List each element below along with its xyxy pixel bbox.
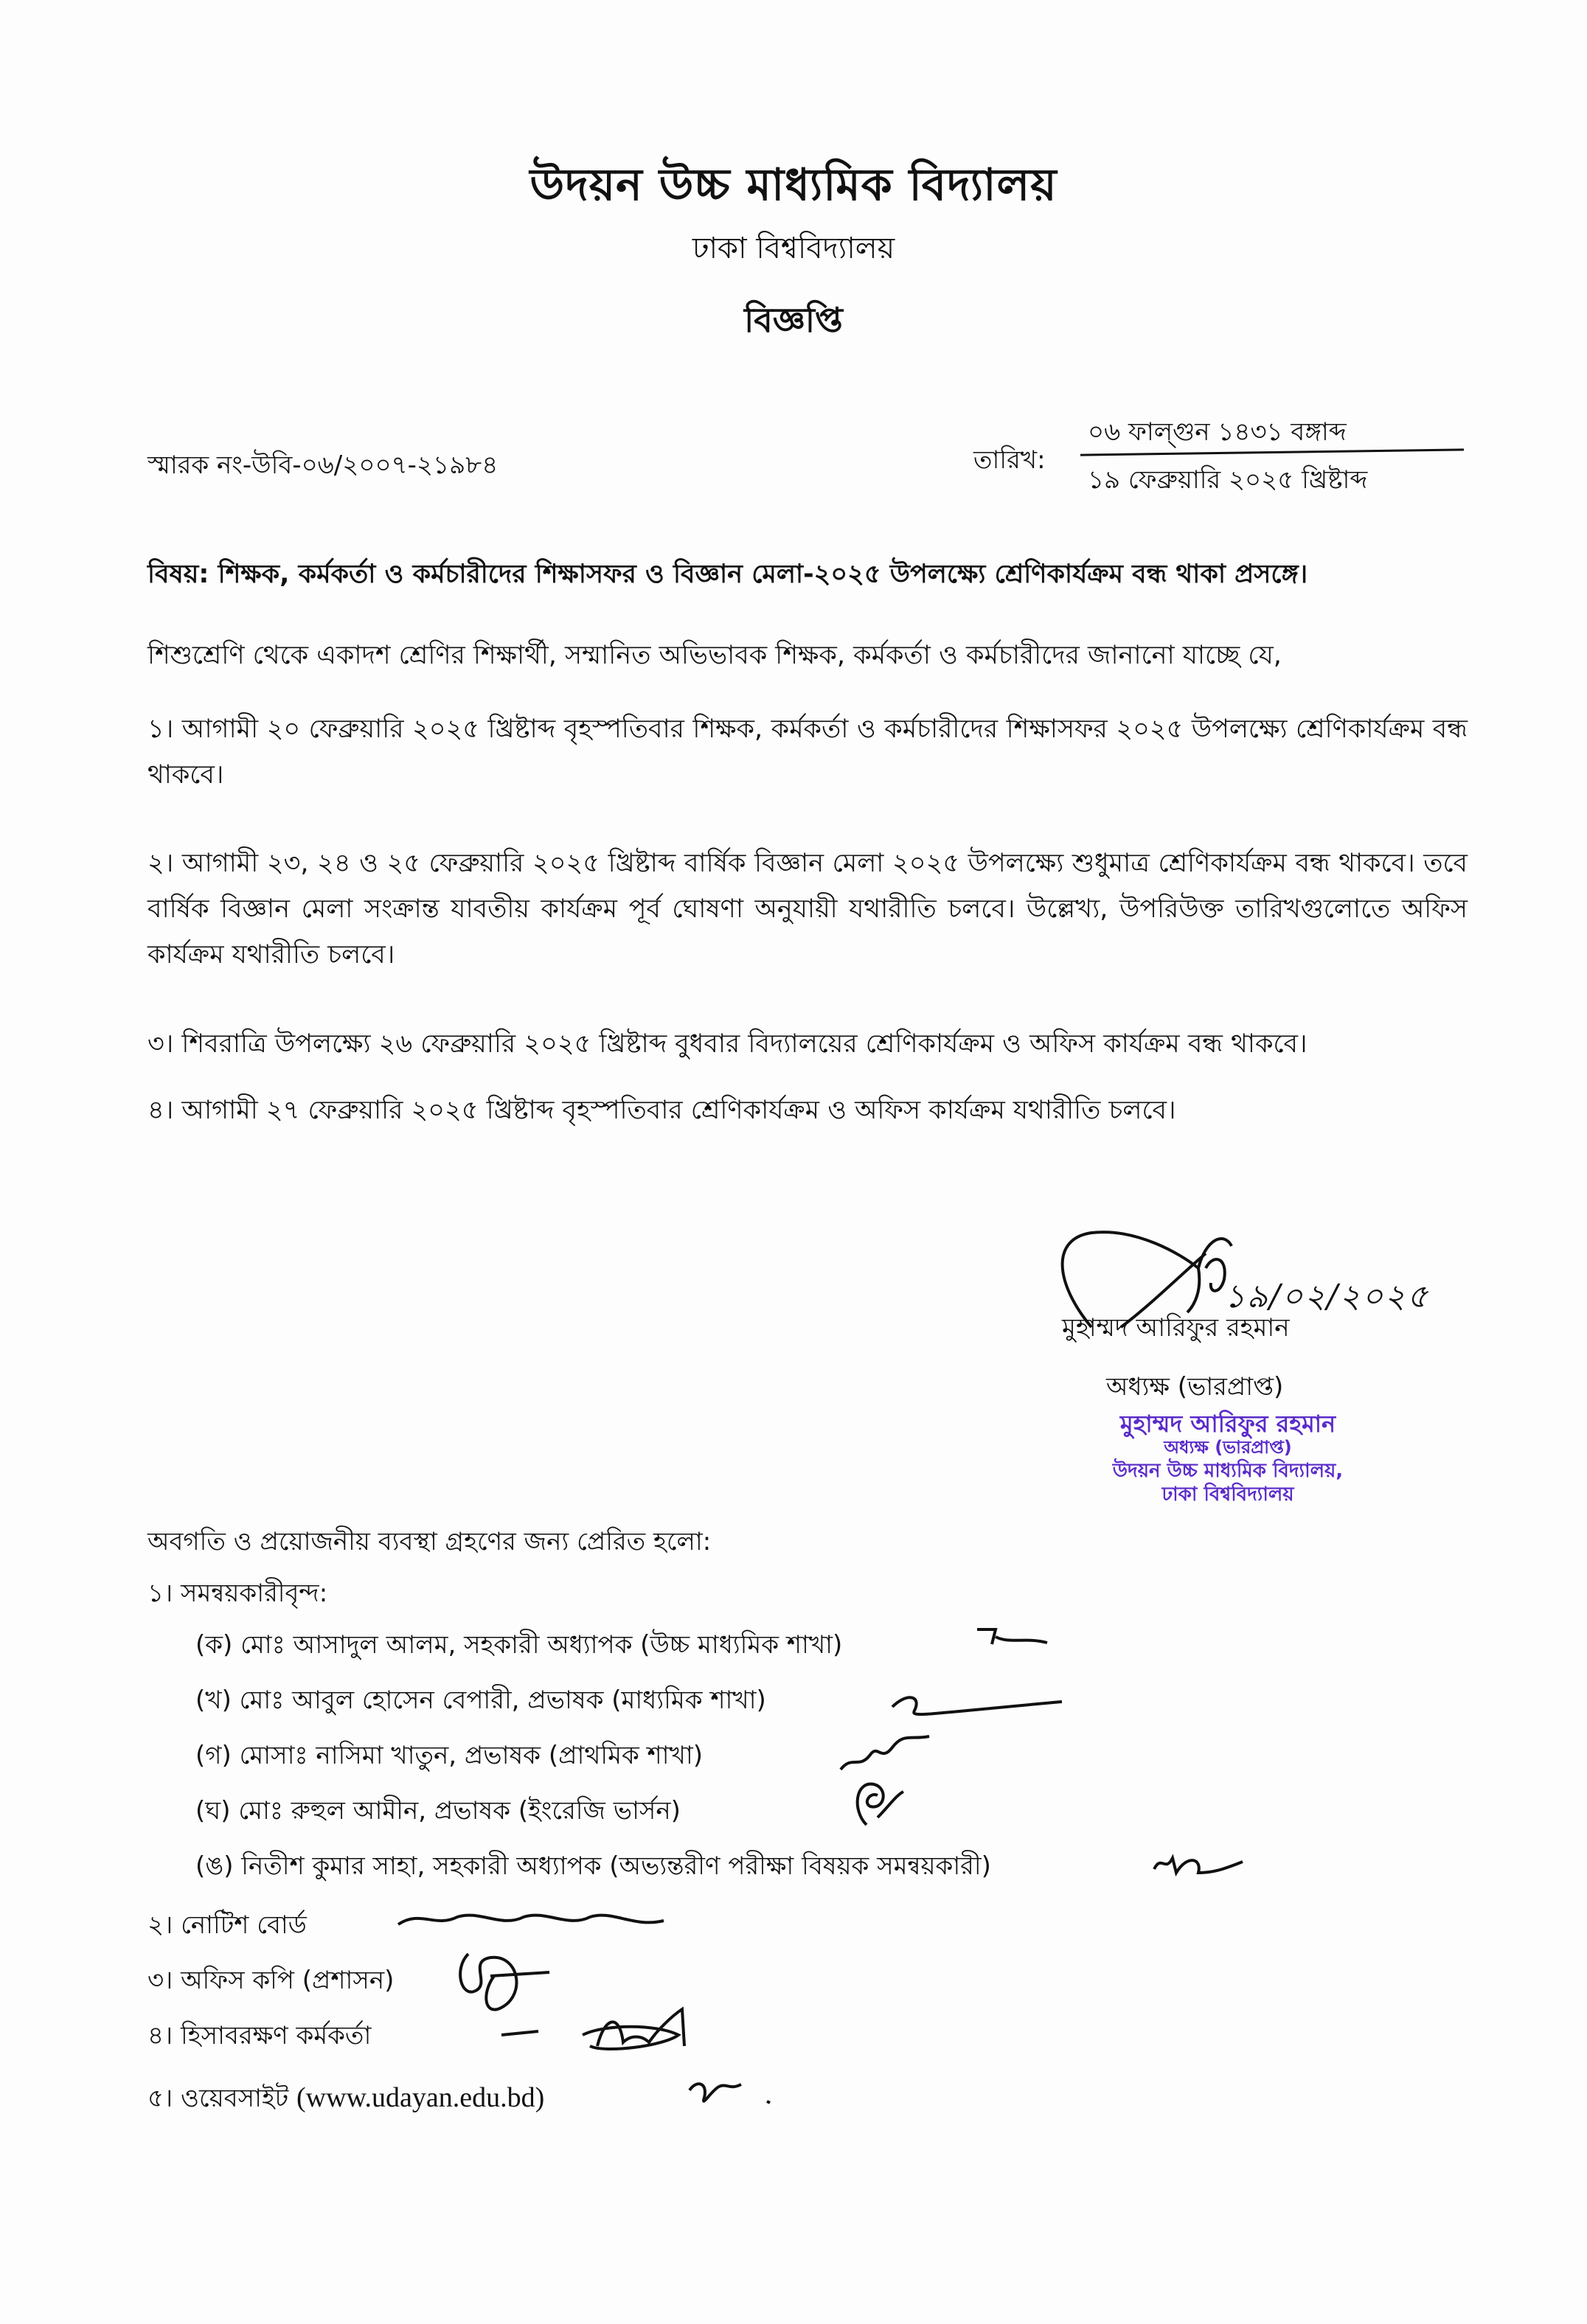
distribution-heading: অবগতি ও প্রয়োজনীয় ব্যবস্থা গ্রহণের জন্য প্রেরিত হলো: — [147, 1527, 712, 1556]
website-label: ৫। ওয়েবসাইট — [147, 2084, 297, 2113]
school-affiliation: ঢাকা বিশ্ববিদ্যালয় — [692, 232, 895, 265]
salutation: শিশুশ্রেণি থেকে একাদশ শ্রেণির শিক্ষার্থী, সম্মানিত অভিভাবক শিক্ষক, কর্মকর্তা ও কর্মচারীদের জানানো যাচ্ছে যে, — [147, 641, 1282, 670]
initial-signature-icon — [1150, 1840, 1246, 1884]
notice-title: বিজ্ঞপ্তি — [744, 300, 843, 340]
date-gregorian: ১৯ ফেব্রুয়ারি ২০২৫ খ্রিষ্টাব্দ — [1088, 465, 1368, 495]
initial-signature-icon — [391, 1899, 671, 1943]
initial-signature-icon — [837, 1725, 933, 1777]
notice-item-3: ৩। শিবরাত্রি উপলক্ষ্যে ২৬ ফেব্রুয়ারি ২০২৫ খ্রিষ্টাব্দ বুধবার বিদ্যালয়ের শ্রেণিকার্যক্রম ও অফিস কার্যক্রম বন্ধ থাকবে। — [147, 1029, 1308, 1059]
distribution-coordinators-label: ১। সমন্বয়কারীবৃন্দ: — [147, 1579, 328, 1608]
website-link[interactable]: (www.udayan.edu.bd) — [296, 2082, 545, 2113]
initial-signature-icon — [686, 2076, 782, 2112]
stamp-title: অধ্যক্ষ (ভারপ্রাপ্ত) — [1164, 1437, 1292, 1458]
subject-line: বিষয়: শিক্ষক, কর্মকর্তা ও কর্মচারীদের শিক্ষাসফর ও বিজ্ঞান মেলা-২০২৫ উপলক্ষ্যে শ্রেণিকার্যক্রম বন্ধ থাকা প্রসঙ্গে। — [147, 560, 1308, 589]
distribution-accounts-officer: ৪। হিসাবরক্ষণ কর্মকর্তা — [147, 2021, 372, 2050]
memo-number: স্মারক নং-উবি-০৬/২০০৭-২১৯৮৪ — [147, 450, 499, 480]
notice-item-1: ১। আগামী ২০ ফেব্রুয়ারি ২০২৫ খ্রিষ্টাব্দ বৃহস্পতিবার শিক্ষক, কর্মকর্তা ও কর্মচারীদের শিক্ষাসফর ২০২৫ উপলক্ষ্যে শ্রেণিকার্যক্রম বন্ধ থাকবে। — [147, 714, 1468, 790]
distribution-coordinator: (ঙ) নিতীশ কুমার সাহা, সহকারী অধ্যাপক (অভ্যন্তরীণ পরীক্ষা বিষয়ক সমন্বয়কারী) — [195, 1851, 991, 1881]
signatory-title: অধ্যক্ষ (ভারপ্রাপ্ত) — [1106, 1372, 1284, 1402]
stamp-name: মুহাম্মদ আরিফুর রহমান — [1119, 1410, 1336, 1438]
distribution-coordinator: (ক) মোঃ আসাদুল আলম, সহকারী অধ্যাপক (উচ্চ মাধ্যমিক শাখা) — [195, 1630, 843, 1660]
school-name: উদয়ন উচ্চ মাধ্যমিক বিদ্যালয় — [529, 159, 1058, 211]
handwritten-sign-date: ১৯/০২/২০২৫ — [1224, 1278, 1430, 1315]
initial-signature-icon — [494, 2002, 701, 2061]
distribution-coordinator: (খ) মোঃ আবুল হোসেন বেপারী, প্রভাষক (মাধ্যমিক শাখা) — [195, 1685, 766, 1715]
initial-signature-icon — [878, 1688, 1069, 1725]
notice-item-2: ২। আগামী ২৩, ২৪ ও ২৫ ফেব্রুয়ারি ২০২৫ খ্রিষ্টাব্দ বার্ষিক বিজ্ঞান মেলা ২০২৫ উপলক্ষ্যে শুধুমাত্র শ্রেণিকার্যক্রম বন্ধ থাকবে। তবে বার্ষিক বিজ্ঞান মেলা সংক্রান্ত যাবতীয় কার্যক্রম পূর্ব ঘোষণা অনুযায়ী যথারীতি চলবে। উল্লেখ্য, উপরিউক্ত তারিখগুলোতে অফিস কার্যক্রম যথারীতি চলবে। — [147, 849, 1468, 970]
date-bengali: ০৬ ফাল্গুন ১৪৩১ বঙ্গাব্দ — [1088, 417, 1347, 447]
date-label: তারিখ: — [973, 445, 1046, 475]
distribution-office-copy: ৩। অফিস কপি (প্রশাসন) — [147, 1966, 395, 1995]
distribution-notice-board: ২। নোটিশ বোর্ড — [147, 1910, 307, 1940]
official-seal-stamp — [1073, 1412, 1383, 1506]
stamp-school: উদয়ন উচ্চ মাধ্যমিক বিদ্যালয়, — [1112, 1460, 1344, 1482]
distribution-website — [147, 2079, 544, 2121]
distribution-coordinator: (ঘ) মোঃ রুহুল আমীন, প্রভাষক (ইংরেজি ভার্সন) — [195, 1796, 681, 1826]
signatory-name: মুহাম্মদ আরিফুর রহমান — [1062, 1313, 1290, 1343]
initial-signature-icon — [973, 1622, 1055, 1652]
notice-item-4: ৪। আগামী ২৭ ফেব্রুয়ারি ২০২৫ খ্রিষ্টাব্দ বৃহস্পতিবার শ্রেণিকার্যক্রম ও অফিস কার্যক্রম যথারীতি চলবে। — [147, 1096, 1176, 1125]
initial-signature-icon — [848, 1773, 907, 1832]
stamp-affiliation: ঢাকা বিশ্ববিদ্যালয় — [1161, 1483, 1294, 1506]
distribution-coordinator: (গ) মোসাঃ নাসিমা খাতুন, প্রভাষক (প্রাথমিক শাখা) — [195, 1741, 703, 1770]
